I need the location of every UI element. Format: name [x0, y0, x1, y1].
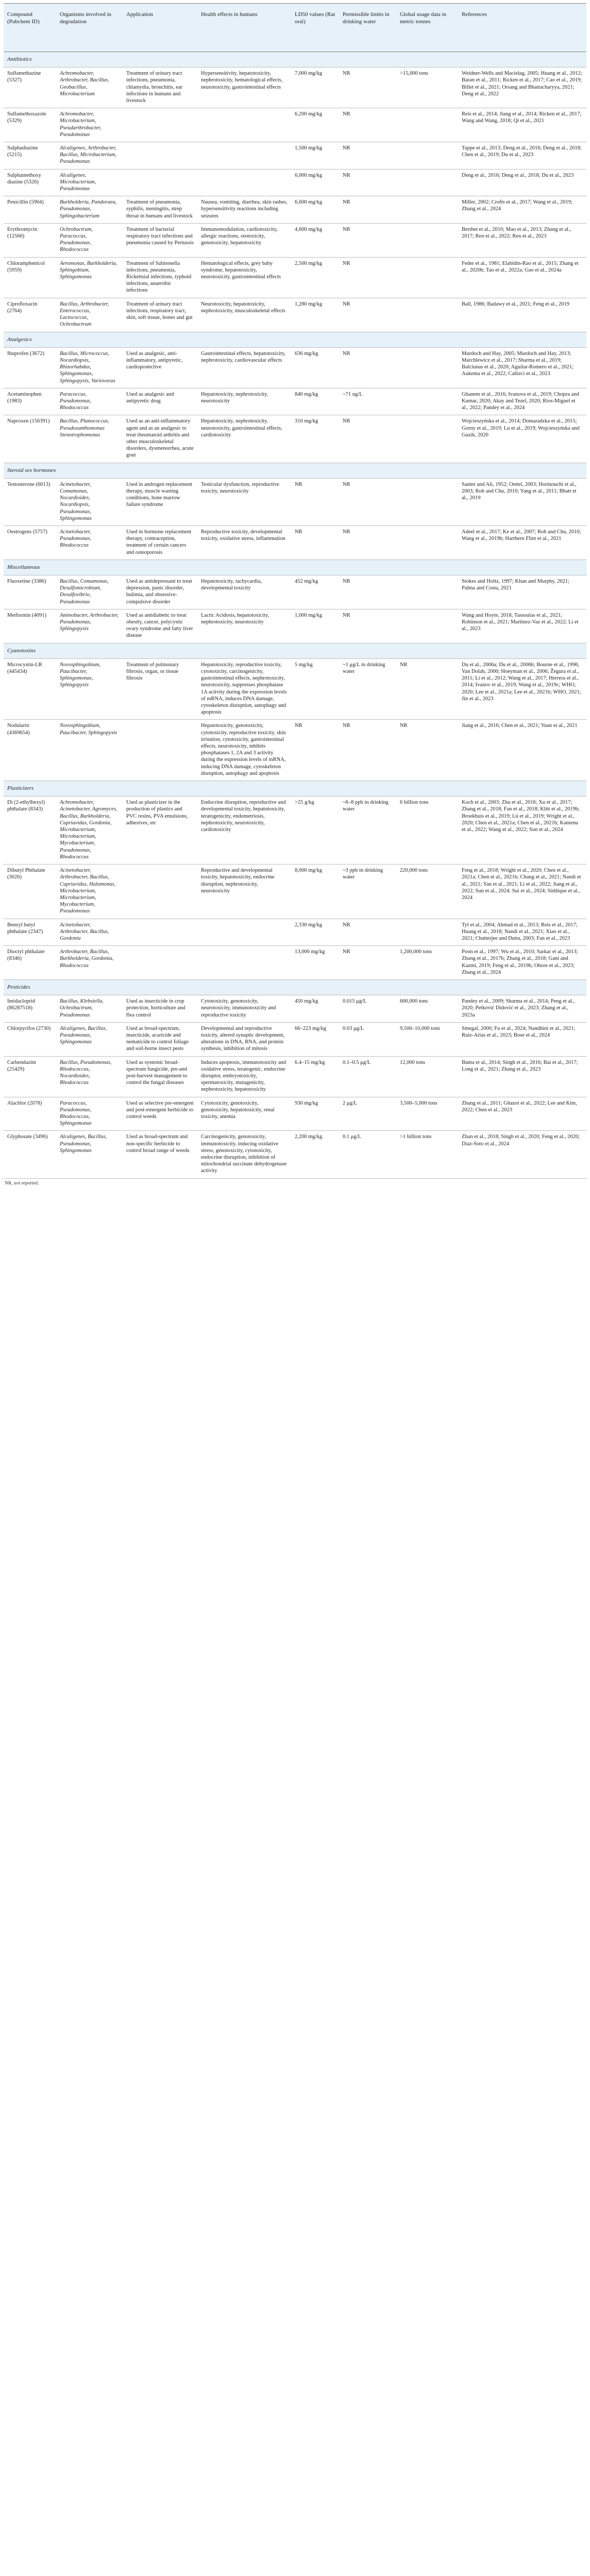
usage-cell	[396, 142, 458, 170]
references-cell: Tappe et al., 2013; Deng et al., 2016; Deng et al., 2018; Chen et al., 2019; Du et al., 2023	[458, 142, 586, 170]
compound-cell: Penicillin (5904)	[4, 196, 56, 224]
usage-cell: NR	[396, 720, 458, 781]
ld50-cell: 7,000 mg/kg	[291, 67, 339, 108]
column-header: Health effects in humans	[197, 4, 291, 52]
application-cell: Used as broad-spectrum, insecticide, acaricide and nematicide to control foliage and soil-borne insect pests	[123, 1022, 197, 1056]
permissible-limit-cell: NR	[339, 257, 396, 298]
compound-cell: Benzyl butyl phthalate (2347)	[4, 919, 56, 946]
references-cell: Ball, 1986; Badawy et al., 2021; Feng et al., 2019	[458, 298, 586, 332]
table-row	[4, 415, 586, 463]
usage-cell	[396, 196, 458, 224]
references-cell: Smegal, 2000; Fu et al., 2024; Nandhini et al., 2021; Ruiz-Arias et al., 2023; Bose et al., 2024	[458, 1022, 586, 1056]
references-cell: Wang and Hoyte, 2018; Tassoulas et al., 2021; Robinson et al., 2021; Martinez-Vaz et al., 2022; Li et al., 2023	[458, 609, 586, 643]
references-cell: Poon et al., 1997; Wu et al., 2010; Sarkar et al., 2013; Zhang et al., 2017b; Zhang et al., 2018; Gani and Kazmi, 2019; Feng et al., 2019b; Ohore et al., 2023; Zhang et al., 2024	[458, 946, 586, 980]
organisms-cell: Ochrobactrum, Paracoccus, Pseudomonas, Rhodococcus	[56, 223, 123, 257]
column-header: References	[458, 4, 586, 52]
usage-cell: 3,500–5,000 tons	[396, 1097, 458, 1131]
usage-cell	[396, 223, 458, 257]
usage-cell	[396, 388, 458, 415]
references-cell: Weidner-Wells and Macielag, 2005; Huang et al., 2012; Baran et al., 2011; Ricken et al., 2017; Cao et al., 2019; Billet et al., 2021; Orsang and Bhattacharyya, 2021; Deng et al., 2022	[458, 67, 586, 108]
health-effects-cell: Cytotoxicity, genotoxicity, neurotoxicity, immunotoxicity and reproductive toxicity	[197, 995, 291, 1023]
table-row	[4, 1056, 586, 1097]
references-cell: Stokes and Holtz, 1997; Khan and Murphy, 2021; Palma and Costa, 2021	[458, 575, 586, 609]
references-cell: Tyl et al., 2004; Ahmad et al., 2013; Reis et al., 2017; Huang et al., 2018; Nandi et al., 2021; Xiao et al., 2021; Chatterjee and Dutta, 2003; Fan et al., 2023	[458, 919, 586, 946]
usage-cell: 12,000 tons	[396, 1056, 458, 1097]
table-row	[4, 223, 586, 257]
usage-cell	[396, 298, 458, 332]
application-cell: Used as plasticizer in the production of plastics and PVC resins, PVA emulsions, adhesives, etc	[123, 796, 197, 865]
health-effects-cell: Lactic Acidosis, hepatotoxicity, nephrotoxicity, neurotoxicity	[197, 609, 291, 643]
permissible-limit-cell: NR	[339, 526, 396, 560]
compound-cell: Oestrogens (5757)	[4, 526, 56, 560]
table-row	[4, 196, 586, 224]
application-cell: Used as broad-spectrum and non-specific herbicide to control broad range of weeds	[123, 1131, 197, 1178]
permissible-limit-cell: ~6–8 ppb in drinking water	[339, 796, 396, 865]
organisms-cell: Bacillus, Klebsiella, Ochrobactrum, Pseudomonas	[56, 995, 123, 1023]
references-cell: Koch et al., 2003; Zhu et al., 2016; Xu et al., 2017; Zhang et al., 2018; Fan et al., 2018; Klitt et al., 2019b; Broekhuis et al., 2019; Lü et al., 2019; Wright et al., 2020; Chen et al., 2021a; Chen et al., 2021b; Kamenu et al., 2022; Wang et al., 2022; Sun et al., 2024	[458, 796, 586, 865]
application-cell	[123, 108, 197, 142]
references-cell: Du et al., 2006a; Du et al., 2006b; Bourne et al., 1996; Van Dolah, 2000; Hoeyman et al., 2006; Žegura et al., 2011; Li et al., 2012; Wang et al., 2017; Herrera et al., 2014; Ivanov et al., 2019; Wang et al., 2019c; WHO, 2020; Lee et al., 2021a; Lee et al., 2021b; WHO, 2021; Jin et al., 2023	[458, 658, 586, 720]
usage-cell	[396, 575, 458, 609]
organisms-cell: Achromobacter, Microbacterium, Pseudarthrobacter, Pseudomonas	[56, 108, 123, 142]
compound-cell: Sulfamethazine (5327)	[4, 67, 56, 108]
application-cell: Treatment of urinary tract infections, pneumonia, chlamydia, bronchitis, ear infections in humans and livestock	[123, 67, 197, 108]
health-effects-cell: Immunomodulation, cardiotoxicity, allergic reactions, ototoxicity, genotoxicity, hepatotoxicity	[197, 223, 291, 257]
category-row	[4, 781, 586, 796]
organisms-cell: Burkholderia, Pandoraea, Pseudomonas, Sphingobacterium	[56, 196, 123, 224]
ld50-cell: 2,330 mg/kg	[291, 919, 339, 946]
application-cell: Used as analgesic, anti-inflammatory, antipyretic, cardioprotective	[123, 347, 197, 388]
usage-cell	[396, 415, 458, 463]
usage-cell	[396, 526, 458, 560]
application-cell: Used as antidepressant to treat depression, panic disorder, bulimia, and obsessive-compulsive disorder	[123, 575, 197, 609]
compound-cell: Nodularin (4369654)	[4, 720, 56, 781]
application-cell	[123, 169, 197, 196]
table-row	[4, 658, 586, 720]
organisms-cell: Bacillus, Arthrobacter, Enterococcus, Lactococcus, Ochrobactrum	[56, 298, 123, 332]
table-row	[4, 257, 586, 298]
application-cell: Treatment of Salmonella infections, pneumonia, Rickettsial infections, typhoid infections, anaerobic infections	[123, 257, 197, 298]
ld50-cell: 4,600 mg/kg	[291, 223, 339, 257]
health-effects-cell: Hepatotoxicity, tachycardia, developmental toxicity	[197, 575, 291, 609]
table-row	[4, 478, 586, 526]
organisms-cell: Achromobacter, Acinetobacter, Agromyces, Bacillus, Burkholderia, Cupriavidus, Gordonia, Microbacterium, Microbacterium, Mycobacterium, Pseudomonas, Rhodococcus	[56, 796, 123, 865]
ld50-cell: 636 mg/kg	[291, 347, 339, 388]
health-effects-cell: Hepatotoxicity, reproductive toxicity, cytotoxicity, carcinogenicity, gastrointestinal effects, nephrotoxicity, neurotoxicity, suppresses phosphatase 1A activity during the expression levels of mRNA, induces DNA damage, cytoskeleton disruption, autophagy and apoptosis	[197, 658, 291, 720]
health-effects-cell	[197, 108, 291, 142]
category-title: Plasticizers	[4, 781, 586, 796]
table-row	[4, 995, 586, 1023]
usage-cell: 600,000 tons	[396, 995, 458, 1023]
compound-cell: Fluoxetine (3386)	[4, 575, 56, 609]
compound-cell: Dioctyl phthalate (8346)	[4, 946, 56, 980]
references-cell: Feder et al., 1981; Elabidin-Rao et al., 2015; Zhang et al., 2020b; Tao et al., 2022a; Gao et al., 2024a	[458, 257, 586, 298]
column-header: LD50 values (Rat oral)	[291, 4, 339, 52]
application-cell: Used as selective pre-emergent and post-emergent herbicide to control weeds	[123, 1097, 197, 1131]
application-cell	[123, 919, 197, 946]
compound-cell: Sulfamethoxazole (5329)	[4, 108, 56, 142]
permissible-limit-cell: NR	[339, 142, 396, 170]
permissible-limit-cell: ~71 ng/L	[339, 388, 396, 415]
health-effects-cell: Reproductive and developmental toxicity, hepatotoxicity, endocrine disruption, nephrotoxicity, neurotoxicity	[197, 865, 291, 919]
column-header: Global usage data in metric tonnes	[396, 4, 458, 52]
table-row	[4, 169, 586, 196]
table-row	[4, 526, 586, 560]
permissible-limit-cell: 0.03 μg/L	[339, 1022, 396, 1056]
category-row	[4, 979, 586, 995]
application-cell	[123, 865, 197, 919]
ld50-cell: 2,500 mg/kg	[291, 257, 339, 298]
application-cell: Used as an anti-inflammatory agent and as an analgesic to treat rheumatoid arthritis and other musculoskeletal disorders, dysmenorrhea, acute gout	[123, 415, 197, 463]
health-effects-cell: Neurotoxicity, hepatotoxicity, nephrotoxicity, musculoskeletal effects	[197, 298, 291, 332]
references-cell: Wojcieszyńska et al., 2014; Domaradzka et al., 2015; Gorny et al., 2019; Lu et al., 2019; Wojcieszyńska and Guzik, 2020	[458, 415, 586, 463]
compound-cell: Di (2-ethylhexyl) phthalate (8343)	[4, 796, 56, 865]
organisms-cell: Alcaligenes, Bacillus, Pseudomonas, Sphingomonas	[56, 1131, 123, 1178]
references-cell: Banta et al., 2014; Singh et al., 2016; Bai et al., 2017; Long et al., 2021; Zhang et al., 2023	[458, 1056, 586, 1097]
column-header: Permissible limits in drinking water	[339, 4, 396, 52]
health-effects-cell: Nausea, vomiting, diarrhea, skin rashes, hypersensitivity reactions including seizures	[197, 196, 291, 224]
organisms-cell: Aeromonas, Burkholderia, Sphingobium, Sphingomonas	[56, 257, 123, 298]
ld50-cell: 66–223 mg/kg	[291, 1022, 339, 1056]
permissible-limit-cell: NR	[339, 169, 396, 196]
table-body	[4, 52, 586, 1179]
compound-cell: Chlorpyrifos (2730)	[4, 1022, 56, 1056]
table-row	[4, 720, 586, 781]
category-title: Analgesics	[4, 332, 586, 347]
compound-cell: Imidacloprid (86287518)	[4, 995, 56, 1023]
references-cell: Deng et al., 2016; Deng et al., 2018; Du et al., 2023	[458, 169, 586, 196]
compound-cell: Glyphosate (3496)	[4, 1131, 56, 1178]
permissible-limit-cell: NR	[339, 919, 396, 946]
references-cell: Pandey et al., 2009; Sharma et al., 2014; Peng et al., 2020; Petković Didović et al., 2023; Zhang et al., 2023a	[458, 995, 586, 1023]
application-cell: Used in androgen replacement therapy, muscle wasting conditions, bone marrow failure syndrome	[123, 478, 197, 526]
organisms-cell: Achromobacter, Arthrobacter, Bacillus, Geobacillus, Microbacterium	[56, 67, 123, 108]
organisms-cell: Acinetobacter, Arthrobacter, Bacillus, Cupriavidus, Halomonas, Microbacterium, Microbacterium, Mycobacterium, Pseudomonas	[56, 865, 123, 919]
compound-cell: Metformin (4091)	[4, 609, 56, 643]
organisms-cell: Acinetobacter, Pseudomonas, Rhodococcus	[56, 526, 123, 560]
category-title: Pesticides	[4, 979, 586, 995]
application-cell: Used as analgesic and antipyretic drug	[123, 388, 197, 415]
category-title: Cyanotoxins	[4, 643, 586, 658]
compound-cell: Erythromycin (12560)	[4, 223, 56, 257]
ld50-cell: 6,200 mg/kg	[291, 108, 339, 142]
organisms-cell: Acinetobacter, Comamonas, Nocardioides, Nocardiopsis, Pseudomonas, Sphingomonas	[56, 478, 123, 526]
organisms-cell: Bacillus, Comamonas, Desulfomicrobium, Desulfovibrio, Pseudomonas	[56, 575, 123, 609]
table-row	[4, 919, 586, 946]
permissible-limit-cell: NR	[339, 108, 396, 142]
usage-cell: >15,000 tons	[396, 67, 458, 108]
organisms-cell: Alcaligenes, Microbacterium, Pseudomonas	[56, 169, 123, 196]
category-row	[4, 52, 586, 67]
references-cell: Adeel et al., 2017; Ke et al., 2007; Roh and Chu, 2010; Wang et al., 2019b; Harthern Flint et al., 2021	[458, 526, 586, 560]
health-effects-cell: Hematological effects, grey baby syndrome, hepatotoxicity, neurotoxicity, gastrointestinal effects	[197, 257, 291, 298]
application-cell: Used as insecticide in crop protection, horticulture and flea control	[123, 995, 197, 1023]
organisms-cell: Novosphingobium, Paucibacter, Sphingomonas, Sphingopyxis	[56, 658, 123, 720]
compound-cell: Alachlor (2078)	[4, 1097, 56, 1131]
application-cell	[123, 946, 197, 980]
table-row	[4, 609, 586, 643]
references-cell: Ghanem et al., 2016; Ivanova et al., 2019; Chopra and Kumar, 2020; Akay and Tezel, 2020; Rios-Miguel et al., 2022; Pandey et al., 2024	[458, 388, 586, 415]
organisms-cell: Acinetobacter, Arthrobacter, Bacillus, Gordonia	[56, 919, 123, 946]
ld50-cell: 1,500 mg/kg	[291, 142, 339, 170]
category-row	[4, 560, 586, 575]
table-wrapper	[4, 3, 586, 1188]
references-cell: Zhang et al., 2011; Ghazoi et al., 2022; Lee and Kim, 2022; Chen et al., 2023	[458, 1097, 586, 1131]
usage-cell	[396, 478, 458, 526]
ld50-cell: 310 mg/kg	[291, 415, 339, 463]
permissible-limit-cell: NR	[339, 298, 396, 332]
permissible-limit-cell: NR	[339, 946, 396, 980]
organisms-cell: Novosphingobium, Paucibacter, Sphingopyxis	[56, 720, 123, 781]
category-row	[4, 332, 586, 347]
application-cell: Treatment of urinary tract infections, respiratory tract, skin, soft tissue, bones and gut	[123, 298, 197, 332]
health-effects-cell: Cytotoxicity, genotoxicity, genotoxicity, hepatotoxicity, renal toxicity, anemia	[197, 1097, 291, 1131]
table-row	[4, 347, 586, 388]
compound-cell: Testosterone (6013)	[4, 478, 56, 526]
organisms-cell: Bacillus, Planococcus, Pseudoxanthomonas Stenotrophomonas	[56, 415, 123, 463]
references-cell: Murdoch and Hay, 2005; Murdoch and Hay, 2013; Marchlewicz et al., 2017; Sharma et al., 2019; Balciunas et al., 2020; Aguilar-Romero et al., 2021; Aukema et al., 2022; Cañizci et al., 2023	[458, 347, 586, 388]
health-effects-cell: Hepatotoxicity, nephrotoxicity, neurotoxicity, gastrointestinal effects, cardiotoxicity	[197, 415, 291, 463]
references-cell: Feng et al., 2018; Wright et al., 2020; Chen et al., 2021a; Chen et al., 2021b; Chang et al., 2021; Nandi et al., 2021; Yan et al., 2021; Li et al., 2022; Jiang et al., 2022; Sun et al., 2024; Sui et al., 2024; Siddique et al., 2024	[458, 865, 586, 919]
application-cell: Used in hormone replacement therapy, contraception, treatment of certain cancers and osteoporosis	[123, 526, 197, 560]
table-row	[4, 298, 586, 332]
organisms-cell: Alcaligenes, Arthrobacter, Bacillus, Microbacterium, Pseudomonas	[56, 142, 123, 170]
ld50-cell: 6,000 mg/kg	[291, 169, 339, 196]
permissible-limit-cell: NR	[339, 347, 396, 388]
category-row	[4, 643, 586, 658]
organisms-cell: Arthrobacter, Bacillus, Burkholderia, Gordonia, Rhodococcus	[56, 946, 123, 980]
organisms-cell: Alcaligenes, Bacillus, Pseudomonas, Sphingomonas	[56, 1022, 123, 1056]
health-effects-cell: Carcinogenicity, genotoxicity, immunotoxicity, inducing oxidative stress, genotoxicity, cytotoxicity, endocrine disruption, inhibition of mitochondrial succinate dehydrogenase activity	[197, 1131, 291, 1178]
usage-cell	[396, 609, 458, 643]
compound-cell: Dibutyl Phthalate (3026)	[4, 865, 56, 919]
usage-cell: >1 billion tons	[396, 1131, 458, 1178]
compound-cell: Sulphamethoxy diazine (5326)	[4, 169, 56, 196]
table-row	[4, 142, 586, 170]
organisms-cell: Aminobacter, Arthrobacter, Pseudomonas, Sphingopyxis	[56, 609, 123, 643]
ld50-cell: 8,000 mg/kg	[291, 865, 339, 919]
table-row	[4, 388, 586, 415]
health-effects-cell: Endocrine disruption, reproductive and developmental toxicity, hepatotoxicity, teratogenicity, endometriosis, nephrotoxicity, neurotoxicity, cardiotoxicity	[197, 796, 291, 865]
permissible-limit-cell: NR	[339, 415, 396, 463]
ld50-cell: 2,200 mg/kg	[291, 1131, 339, 1178]
usage-cell	[396, 108, 458, 142]
ld50-cell: 1,000 mg/kg	[291, 609, 339, 643]
application-cell	[123, 142, 197, 170]
usage-cell: 220,000 tons	[396, 865, 458, 919]
references-cell: Jiang et al., 2016; Chen et al., 2021; Yuan et al., 2021	[458, 720, 586, 781]
permissible-limit-cell: NR	[339, 609, 396, 643]
usage-cell: NR	[396, 658, 458, 720]
health-effects-cell	[197, 142, 291, 170]
usage-cell: 6 billion tons	[396, 796, 458, 865]
ld50-cell: 452 mg/kg	[291, 575, 339, 609]
compounds-table	[4, 3, 586, 1179]
ld50-cell: 1,280 mg/kg	[291, 298, 339, 332]
ld50-cell: >25 g/kg	[291, 796, 339, 865]
application-cell	[123, 720, 197, 781]
application-cell: Used as systemic broad-spectrum fungicide, pre-and post-harvest management to control the fungal diseases	[123, 1056, 197, 1097]
references-cell: Santer and Ali, 1952; Oettel, 2003; Horinouchi et al., 2003; Roh and Chu, 2010; Yang et al., 2011; Bhatt et al., 2019	[458, 478, 586, 526]
organisms-cell: Bacillus, Pseudomonas, Rhodococcus, Nocardioides, Rhodococcus	[56, 1056, 123, 1097]
category-title: Miscellaneous	[4, 560, 586, 575]
category-row	[4, 463, 586, 478]
usage-cell	[396, 257, 458, 298]
table-row	[4, 796, 586, 865]
health-effects-cell	[197, 919, 291, 946]
compound-cell: Ciprofloxacin (2764)	[4, 298, 56, 332]
ld50-cell: NR	[291, 526, 339, 560]
organisms-cell: Paracoccus, Pseudomonas, Rhodococcus	[56, 388, 123, 415]
column-header: Application	[123, 4, 197, 52]
ld50-cell: 840 mg/kg	[291, 388, 339, 415]
permissible-limit-cell: NR	[339, 196, 396, 224]
application-cell: Used as antidiabetic to treat obesity, cancer, polycystic ovary syndrome and fatty liver disease	[123, 609, 197, 643]
organisms-cell: Bacillus, Micrococcus, Nocardiopsis, Rhizorhabdus, Sphingomonas, Sphingopyxis, Variovorax	[56, 347, 123, 388]
column-header: Organisms involved in degradation	[56, 4, 123, 52]
usage-cell	[396, 347, 458, 388]
column-header: Compound (Pubchem ID)	[4, 4, 56, 52]
permissible-limit-cell: ~3 ppb in drinking water	[339, 865, 396, 919]
category-title: Steroid sex hormones	[4, 463, 586, 478]
references-cell: Miller, 2002; Crofts et al., 2017; Wang et al., 2019; Zhang et al., 2024	[458, 196, 586, 224]
permissible-limit-cell: NR	[339, 720, 396, 781]
table-row	[4, 108, 586, 142]
permissible-limit-cell: NR	[339, 575, 396, 609]
permissible-limit-cell: NR	[339, 223, 396, 257]
compound-cell: Naproxen (156391)	[4, 415, 56, 463]
ld50-cell: NR	[291, 478, 339, 526]
ld50-cell: 930 mg/kg	[291, 1097, 339, 1131]
table-row	[4, 1097, 586, 1131]
health-effects-cell: Developmental and reproductive toxicity, altered synaptic development, alterations in DNA, RNA, and protein synthesis, inhibition of mitosis	[197, 1022, 291, 1056]
organisms-cell: Paracoccus, Pseudomonas, Rhodococcus, Sphingomonas	[56, 1097, 123, 1131]
permissible-limit-cell: 0.015 μg/L	[339, 995, 396, 1023]
compound-cell: Microcystin-LR (445434)	[4, 658, 56, 720]
health-effects-cell: Hepatotoxicity, nephrotoxicity, neurotoxicity	[197, 388, 291, 415]
health-effects-cell: Reproductive toxicity, developmental toxicity, oxidative stress, inflammation	[197, 526, 291, 560]
ld50-cell: 13,000 mg/kg	[291, 946, 339, 980]
ld50-cell: 5 mg/kg	[291, 658, 339, 720]
compound-cell: Carbendazim (25429)	[4, 1056, 56, 1097]
health-effects-cell: Testicular dysfunction, reproductive toxicity, neurotoxicity	[197, 478, 291, 526]
application-cell: Treatment of pulmonary fibrosis, organ, or tissue fibrosis	[123, 658, 197, 720]
permissible-limit-cell: NR	[339, 67, 396, 108]
permissible-limit-cell: 0.1 μg/L	[339, 1131, 396, 1178]
table-footnote: NR, not reported.	[5, 1180, 39, 1186]
health-effects-cell	[197, 946, 291, 980]
compound-cell: Sulphadiazine (5215)	[4, 142, 56, 170]
references-cell: Zhan et al., 2018; Singh et al., 2020; Feng et al., 2020; Díaz-Soto et al., 2024	[458, 1131, 586, 1178]
compound-cell: Ibuprofen (3672)	[4, 347, 56, 388]
references-cell: Berthet et al., 2010; Mao et al., 2013; Zhang et al., 2017; Ren et al., 2022; Ren et al., 2023	[458, 223, 586, 257]
ld50-cell: NR	[291, 720, 339, 781]
usage-cell	[396, 919, 458, 946]
ld50-cell: 6.4–15 mg/kg	[291, 1056, 339, 1097]
permissible-limit-cell: 2 μg/L	[339, 1097, 396, 1131]
table-row	[4, 1131, 586, 1178]
header-row	[4, 4, 586, 52]
permissible-limit-cell: ~1 μg/L in drinking water	[339, 658, 396, 720]
usage-cell	[396, 169, 458, 196]
application-cell: Treatment of bacterial respiratory tract infections and pneumonia caused by Pertussis	[123, 223, 197, 257]
permissible-limit-cell: 0.1–0.5 μg/L	[339, 1056, 396, 1097]
health-effects-cell: Gastrointestinal effects, hepatotoxicity, nephrotoxicity, cardiovascular effects	[197, 347, 291, 388]
table-header	[4, 4, 586, 52]
compound-cell: Chloramphenicol (5959)	[4, 257, 56, 298]
table-row	[4, 575, 586, 609]
health-effects-cell: Hypersensitivity, hepatotoxicity, nephrotoxicity, hematological effects, neurotoxicity, gastrointestinal effects	[197, 67, 291, 108]
table-row	[4, 946, 586, 980]
permissible-limit-cell: NR	[339, 478, 396, 526]
ld50-cell: 6,600 mg/kg	[291, 196, 339, 224]
table-row	[4, 865, 586, 919]
table-row	[4, 67, 586, 108]
usage-cell: 1,200,000 tons	[396, 946, 458, 980]
health-effects-cell: Induces apoptosis, immunotoxicity and oxidative stress, teratogenic, endocrine disruptor, embryotoxicity, spermatoxicity, mutagenicity, nephrotoxicity, hepatotoxicity	[197, 1056, 291, 1097]
health-effects-cell: Hepatotoxicity, genotoxicity, cytotoxicity, reproductive toxicity, skin irritation, cytotoxicity, gastrointestinal effects, neurotoxicity, inhibits phosphatases 1, 2A and 3 activity during the expression levels of mRNA, inducing DNA damage, cytoskeleton disruption, autophagy and apoptosis	[197, 720, 291, 781]
usage-cell: 9,500–10,000 tons	[396, 1022, 458, 1056]
health-effects-cell	[197, 169, 291, 196]
category-title: Antibiotics	[4, 52, 586, 67]
table-row	[4, 1022, 586, 1056]
references-cell: Reis et al., 2014; Jiang et al., 2014; Ricken et al., 2017; Wang and Wang, 2018; Qi et al., 2021	[458, 108, 586, 142]
ld50-cell: 450 mg/kg	[291, 995, 339, 1023]
compound-cell: Acetaminophen (1983)	[4, 388, 56, 415]
application-cell: Treatment of pneumonia, syphilis, meningitis, strep throat in humans and livestock	[123, 196, 197, 224]
